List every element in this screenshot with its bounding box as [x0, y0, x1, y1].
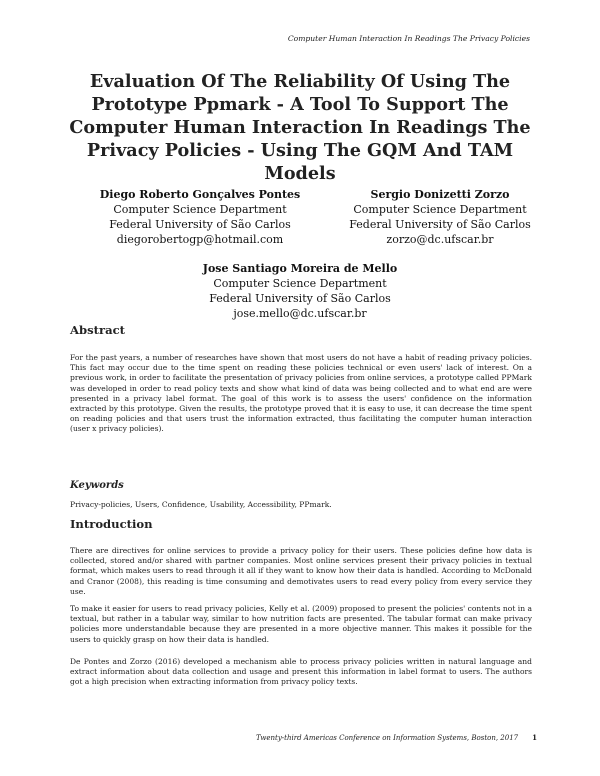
- author-name: Jose Santiago Moreira de Mello: [202, 262, 398, 275]
- page-number: 1: [532, 733, 537, 742]
- author-block: [330, 187, 550, 247]
- keywords-text: Privacy-policies, Users, Confidence, Usability, Accessibility, PPmark.: [70, 500, 332, 509]
- introduction-paragraph: De Pontes and Zorzo (2016) developed a mechanism able to process privacy policies written in natural language and extract information about data collection and usage and present this information in label format to users. The authors got a high precision when extracting information from privacy policy texts.: [70, 657, 532, 687]
- abstract-heading: Abstract: [70, 323, 126, 337]
- author-department: Computer Science Department: [113, 203, 287, 216]
- paper-title: Evaluation Of The Reliability Of Using The Prototype Ppmark - A Tool To Support The Computer Human Interaction In Readings The Privacy Policies - Using The GQM And TAM Models: [69, 71, 531, 184]
- introduction-paragraph: To make it easier for users to read privacy policies, Kelly et al. (2009) proposed to present the policies' contents not in a textual, but rather in a tabular way, similar to how nutrition facts are presented. The tabular format can make privacy policies more understandable because they are presented in a more objective manner. This makes it possible for the users to quickly grasp on how their data is handled.: [70, 604, 532, 644]
- author-department: Computer Science Department: [353, 203, 527, 216]
- footer-conference: Twenty-third Americas Conference on Information Systems, Boston, 2017: [255, 734, 519, 742]
- author-university: Federal University of São Carlos: [109, 218, 291, 231]
- author-university: Federal University of São Carlos: [349, 218, 531, 231]
- introduction-paragraph: There are directives for online services to provide a privacy policy for their users. These policies define how data is collected, stored and/or shared with partner companies. Most online services present their privacy policies in textual format, which makes users to read through it all if they want to know how their data is handled. According to McDonald and Cranor (2008), this reading is time consuming and demotivates users to read every policy from every service they use.: [70, 546, 532, 596]
- author-name: Diego Roberto Gonçalves Pontes: [99, 188, 301, 201]
- author-email: zorzo@dc.ufscar.br: [386, 233, 494, 246]
- running-head: Computer Human Interaction In Readings The Privacy Policies: [287, 34, 530, 43]
- abstract-text: For the past years, a number of researches have shown that most users do not have a habit of reading privacy policies. This fact may occur due to the time spent on reading these policies technical or even users' lack of interest. On a previous work, in order to facilitate the presentation of privacy policies from online services, a prototype called PPMark was developed in order to read policy texts and show what kind of data was being collected and to what end are were presented in a privacy label format. The goal of this work is to assess the users' confidence on the information extracted by this prototype. Given the results, the prototype proved that it is easy to use, it can decrease the time spent on reading policies and that users trust the information extracted, thus facilitating the computer human interaction (user x privacy policies).: [70, 353, 532, 434]
- page-footer: [256, 733, 537, 742]
- author-email: jose.mello@dc.ufscar.br: [233, 307, 367, 320]
- author-block: [170, 261, 430, 321]
- author-name: Sergio Donizetti Zorzo: [370, 188, 510, 201]
- author-department: Computer Science Department: [213, 277, 387, 290]
- author-email: diegorobertogp@hotmail.com: [116, 233, 284, 246]
- introduction-heading: Introduction: [70, 517, 153, 531]
- keywords-heading: Keywords: [70, 480, 124, 491]
- author-university: Federal University of São Carlos: [209, 292, 391, 305]
- author-block: [90, 187, 310, 247]
